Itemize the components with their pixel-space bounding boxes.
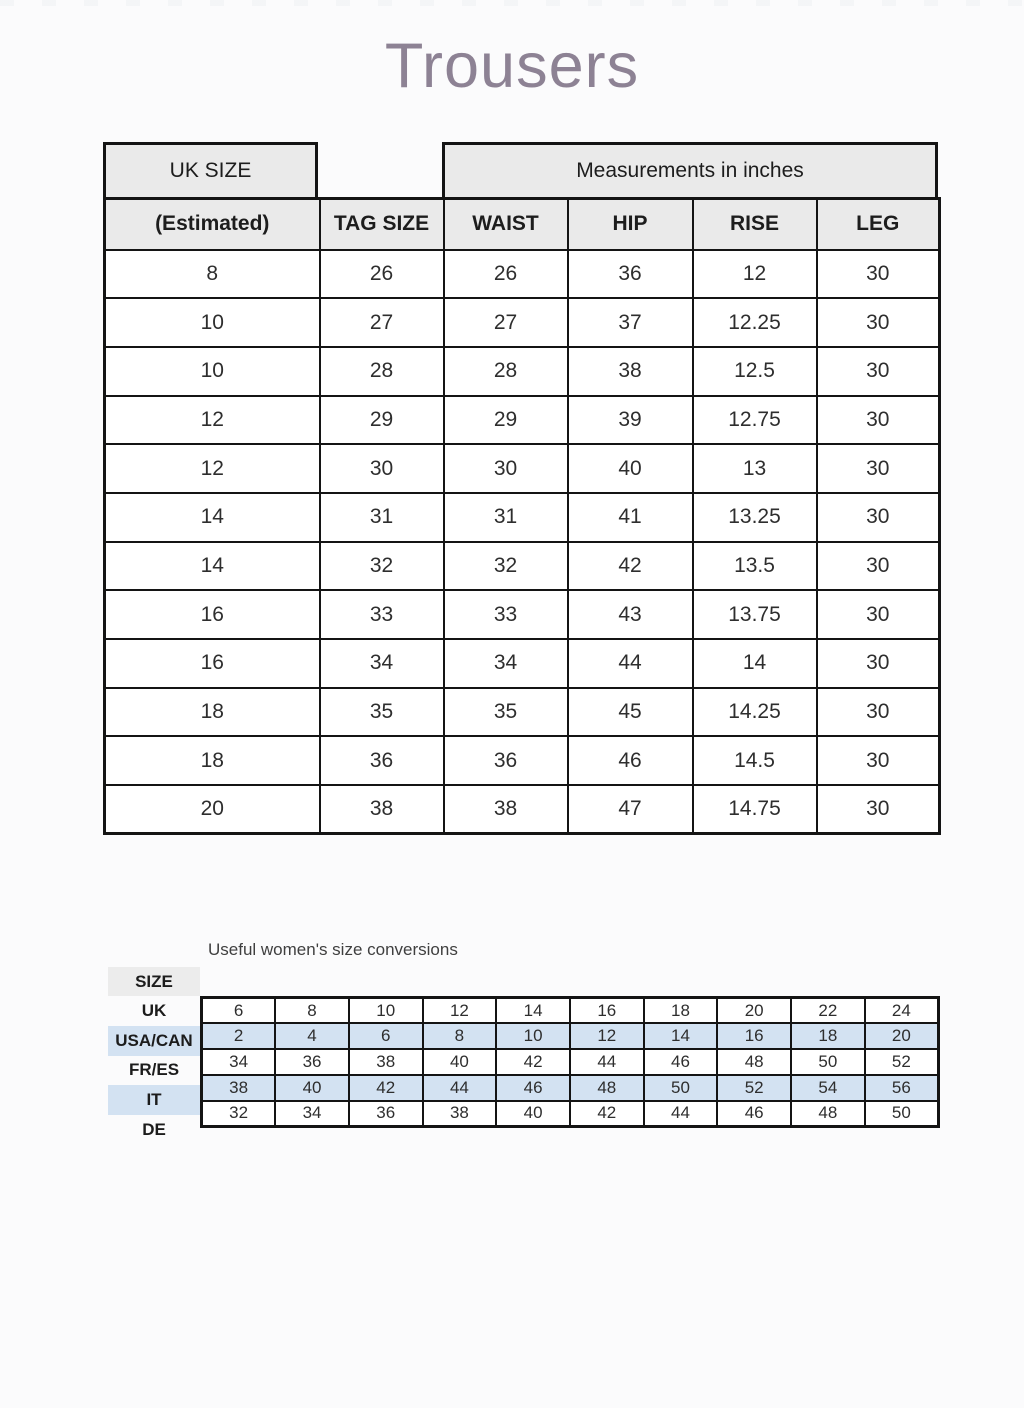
table-cell: 16	[717, 1023, 791, 1049]
table-cell: 38	[423, 1101, 497, 1127]
table-cell: 13.25	[693, 493, 817, 542]
table-cell: 29	[444, 396, 568, 445]
table-cell: 16	[570, 998, 644, 1024]
table-cell: 12	[105, 444, 320, 493]
main-table-body	[105, 250, 940, 834]
conversion-row-label: DE	[142, 1120, 166, 1140]
table-cell: 48	[791, 1101, 865, 1127]
page-title: Trousers	[384, 31, 640, 101]
conversion-row-label: USA/CAN	[108, 1026, 200, 1056]
table-row	[202, 1049, 939, 1075]
table-cell: 10	[496, 1023, 570, 1049]
table-cell: 26	[444, 250, 568, 299]
measurements-table	[103, 197, 941, 835]
table-cell: 38	[320, 785, 444, 834]
table-cell: 37	[568, 298, 693, 347]
main-size-table	[103, 142, 938, 835]
table-cell: 12.5	[693, 347, 817, 396]
table-cell: 46	[717, 1101, 791, 1127]
table-cell: 40	[496, 1101, 570, 1127]
table-cell: 30	[817, 347, 940, 396]
table-cell: 30	[817, 298, 940, 347]
table-cell: 42	[496, 1049, 570, 1075]
table-cell: 12.75	[693, 396, 817, 445]
table-cell: 48	[570, 1075, 644, 1101]
table-cell: 33	[444, 590, 568, 639]
table-cell: 40	[568, 444, 693, 493]
table-cell: 28	[320, 347, 444, 396]
table-cell: 31	[320, 493, 444, 542]
table-cell: 50	[791, 1049, 865, 1075]
conversion-row-label: FR/ES	[128, 1060, 180, 1080]
table-cell: 13	[693, 444, 817, 493]
table-cell: 12	[423, 998, 497, 1024]
table-cell: 27	[320, 298, 444, 347]
table-row	[202, 1075, 939, 1101]
table-cell: 14.25	[693, 688, 817, 737]
table-cell: 26	[320, 250, 444, 299]
table-row	[202, 1101, 939, 1127]
table-cell: 30	[817, 396, 940, 445]
table-cell: 12	[105, 396, 320, 445]
table-cell: 52	[865, 1049, 939, 1075]
table-cell: 36	[444, 736, 568, 785]
table-cell: 30	[444, 444, 568, 493]
table-cell: 18	[105, 688, 320, 737]
measurements-group-header: Measurements in inches	[442, 142, 938, 197]
table-cell: 8	[423, 1023, 497, 1049]
table-cell: 14	[105, 542, 320, 591]
top-edge-artifact	[0, 0, 1024, 6]
table-cell: 22	[791, 998, 865, 1024]
table-cell: 42	[570, 1101, 644, 1127]
table-cell: 44	[423, 1075, 497, 1101]
table-cell: 46	[496, 1075, 570, 1101]
table-cell: 14	[105, 493, 320, 542]
table-cell: 39	[568, 396, 693, 445]
table-cell: 10	[105, 298, 320, 347]
conversion-table-body	[202, 998, 939, 1127]
table-cell: 56	[865, 1075, 939, 1101]
table-cell: 35	[320, 688, 444, 737]
conversion-row-label: IT	[108, 1085, 200, 1115]
group-header-row	[103, 142, 938, 197]
table-cell: 13.5	[693, 542, 817, 591]
conversion-table	[200, 996, 940, 1128]
table-cell: 12.25	[693, 298, 817, 347]
table-cell: 6	[349, 1023, 423, 1049]
conversion-row-label: UK	[141, 1000, 167, 1020]
table-cell: 18	[105, 736, 320, 785]
table-cell: 32	[202, 1101, 276, 1127]
table-cell: 48	[717, 1049, 791, 1075]
table-row	[105, 347, 940, 396]
table-cell: 30	[817, 688, 940, 737]
table-cell: 29	[320, 396, 444, 445]
table-row	[105, 493, 940, 542]
size-corner-label: SIZE	[108, 967, 200, 996]
table-cell: 46	[568, 736, 693, 785]
table-cell: 30	[817, 639, 940, 688]
table-cell: 36	[568, 250, 693, 299]
table-cell: 30	[817, 785, 940, 834]
table-cell: 47	[568, 785, 693, 834]
table-cell: 30	[817, 493, 940, 542]
table-cell: 10	[105, 347, 320, 396]
column-header-waist: WAIST	[444, 199, 568, 250]
table-cell: 50	[865, 1101, 939, 1127]
table-cell: 24	[865, 998, 939, 1024]
table-row	[105, 542, 940, 591]
table-row	[105, 639, 940, 688]
table-row	[105, 298, 940, 347]
table-cell: 12	[570, 1023, 644, 1049]
table-row	[105, 688, 940, 737]
table-cell: 41	[568, 493, 693, 542]
conversion-labels	[108, 996, 200, 1145]
table-cell: 35	[444, 688, 568, 737]
table-cell: 27	[444, 298, 568, 347]
table-row	[105, 785, 940, 834]
table-cell: 38	[349, 1049, 423, 1075]
conversion-body	[108, 996, 940, 1145]
table-cell: 30	[817, 542, 940, 591]
table-cell: 20	[105, 785, 320, 834]
table-cell: 14.5	[693, 736, 817, 785]
table-cell: 30	[817, 736, 940, 785]
table-cell: 14	[644, 1023, 718, 1049]
table-cell: 4	[275, 1023, 349, 1049]
table-cell: 50	[644, 1075, 718, 1101]
table-cell: 38	[568, 347, 693, 396]
table-cell: 10	[349, 998, 423, 1024]
table-cell: 36	[320, 736, 444, 785]
table-row	[105, 444, 940, 493]
table-cell: 44	[568, 639, 693, 688]
table-cell: 14.75	[693, 785, 817, 834]
table-cell: 8	[275, 998, 349, 1024]
table-cell: 30	[817, 590, 940, 639]
group-header-spacer	[318, 142, 442, 197]
table-cell: 44	[570, 1049, 644, 1075]
table-cell: 14	[496, 998, 570, 1024]
table-row	[105, 590, 940, 639]
column-header-tag-size: TAG SIZE	[320, 199, 444, 250]
table-cell: 45	[568, 688, 693, 737]
table-cell: 36	[275, 1049, 349, 1075]
table-cell: 38	[202, 1075, 276, 1101]
table-cell: 40	[423, 1049, 497, 1075]
table-cell: 34	[202, 1049, 276, 1075]
table-cell: 16	[105, 639, 320, 688]
table-cell: 34	[275, 1101, 349, 1127]
table-cell: 6	[202, 998, 276, 1024]
table-cell: 33	[320, 590, 444, 639]
table-cell: 43	[568, 590, 693, 639]
table-cell: 20	[717, 998, 791, 1024]
table-cell: 30	[320, 444, 444, 493]
table-cell: 2	[202, 1023, 276, 1049]
table-cell: 30	[817, 444, 940, 493]
column-header-estimated: (Estimated)	[105, 199, 320, 250]
table-cell: 28	[444, 347, 568, 396]
table-cell: 31	[444, 493, 568, 542]
table-cell: 16	[105, 590, 320, 639]
table-cell: 40	[275, 1075, 349, 1101]
column-header-rise: RISE	[693, 199, 817, 250]
table-row	[105, 250, 940, 299]
table-cell: 34	[320, 639, 444, 688]
uk-size-group-header: UK SIZE	[103, 142, 318, 197]
table-cell: 18	[791, 1023, 865, 1049]
table-cell: 30	[817, 250, 940, 299]
table-cell: 34	[444, 639, 568, 688]
table-cell: 20	[865, 1023, 939, 1049]
table-cell: 32	[444, 542, 568, 591]
table-cell: 38	[444, 785, 568, 834]
table-cell: 54	[791, 1075, 865, 1101]
table-cell: 18	[644, 998, 718, 1024]
table-cell: 8	[105, 250, 320, 299]
table-cell: 52	[717, 1075, 791, 1101]
table-cell: 42	[568, 542, 693, 591]
table-row	[105, 736, 940, 785]
column-header-hip: HIP	[568, 199, 693, 250]
table-cell: 36	[349, 1101, 423, 1127]
table-cell: 46	[644, 1049, 718, 1075]
table-row	[105, 396, 940, 445]
table-cell: 13.75	[693, 590, 817, 639]
table-cell: 14	[693, 639, 817, 688]
table-row	[202, 998, 939, 1024]
table-row	[202, 1023, 939, 1049]
column-header-row	[105, 199, 940, 250]
table-cell: 42	[349, 1075, 423, 1101]
conversion-caption: Useful women's size conversions	[208, 940, 458, 959]
table-cell: 44	[644, 1101, 718, 1127]
table-cell: 12	[693, 250, 817, 299]
column-header-leg: LEG	[817, 199, 940, 250]
table-cell: 32	[320, 542, 444, 591]
